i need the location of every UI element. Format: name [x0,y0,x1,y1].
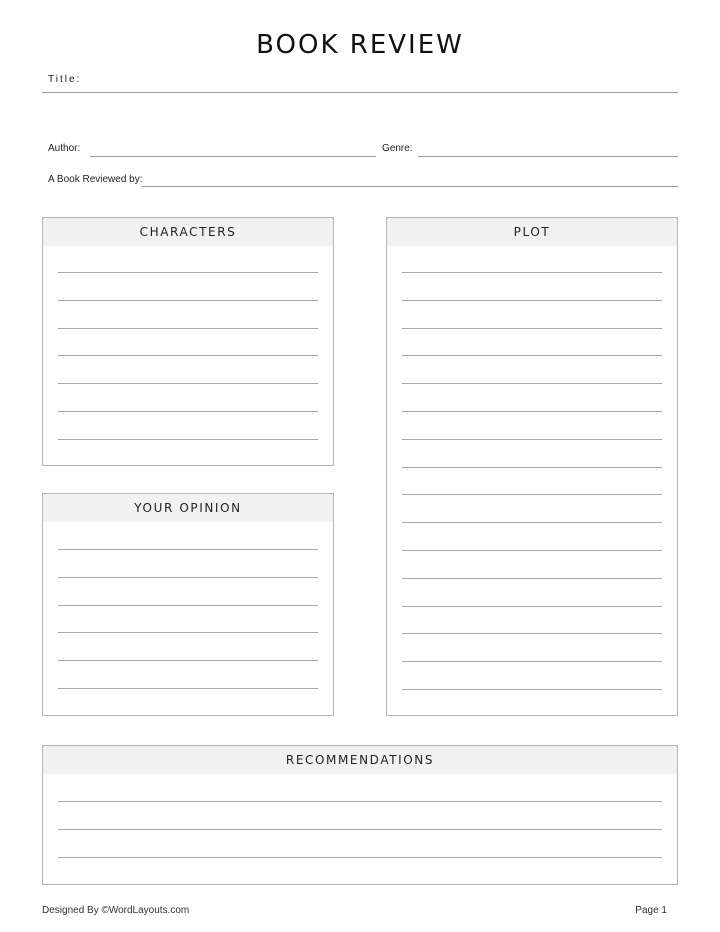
footer-credit: Designed By ©WordLayouts.com [42,905,190,916]
writing-line[interactable] [402,300,662,301]
characters-section [42,217,334,466]
writing-line[interactable] [58,328,318,329]
page-number: Page 1 [635,905,667,916]
author-line[interactable] [90,156,376,157]
plot-section [386,217,678,716]
writing-line[interactable] [58,632,318,633]
writing-line[interactable] [402,606,662,607]
writing-line[interactable] [402,467,662,468]
writing-line[interactable] [58,272,318,273]
recommendations-heading: RECOMMENDATIONS [43,746,677,774]
title-label: Title: [48,74,82,85]
writing-line[interactable] [402,383,662,384]
writing-line[interactable] [402,578,662,579]
writing-line[interactable] [58,688,318,689]
characters-heading: CHARACTERS [43,218,333,246]
writing-line[interactable] [402,328,662,329]
writing-line[interactable] [402,272,662,273]
writing-line[interactable] [402,689,662,690]
genre-label: Genre: [382,143,413,154]
title-line[interactable] [42,92,678,93]
writing-line[interactable] [402,522,662,523]
writing-line[interactable] [402,439,662,440]
writing-line[interactable] [58,577,318,578]
writing-line[interactable] [58,801,662,802]
writing-line[interactable] [58,829,662,830]
writing-line[interactable] [58,383,318,384]
plot-heading: PLOT [387,218,677,246]
writing-line[interactable] [402,355,662,356]
author-label: Author: [48,143,81,154]
writing-line[interactable] [402,633,662,634]
writing-line[interactable] [58,605,318,606]
writing-line[interactable] [58,300,318,301]
writing-line[interactable] [402,661,662,662]
writing-line[interactable] [58,660,318,661]
reviewed-by-label: A Book Reviewed by: [48,174,143,185]
writing-line[interactable] [402,411,662,412]
genre-line[interactable] [418,156,678,157]
writing-line[interactable] [58,857,662,858]
writing-line[interactable] [58,439,318,440]
writing-line[interactable] [58,549,318,550]
page-title: BOOK REVIEW [256,30,464,60]
reviewed-by-line[interactable] [142,186,678,187]
writing-line[interactable] [402,550,662,551]
opinion-heading: YOUR OPINION [43,494,333,522]
opinion-section [42,493,334,716]
writing-line[interactable] [58,355,318,356]
writing-line[interactable] [58,411,318,412]
writing-line[interactable] [402,494,662,495]
recommendations-section [42,745,678,885]
